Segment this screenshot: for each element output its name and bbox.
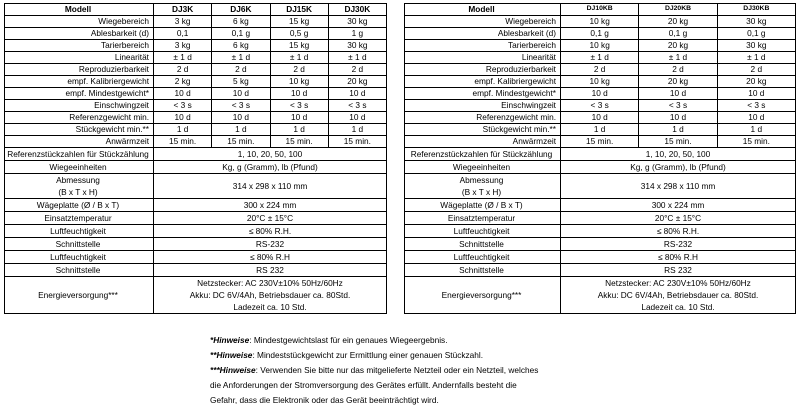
- footnote-line: [210, 348, 795, 363]
- row-label: Reproduzierbarkeit: [5, 64, 154, 76]
- row-value: ± 1 d: [328, 52, 386, 64]
- row-value: 20 kg: [639, 76, 717, 88]
- table-row: [405, 112, 796, 124]
- row-label: Wägeplatte (Ø / B x T): [405, 199, 561, 212]
- header-label: Modell: [5, 4, 154, 16]
- table-row: [5, 88, 387, 100]
- footnote-text: : Mindestgewichtslast für ein genaues Wiegeergebnis.: [249, 335, 448, 345]
- row-value: 2 d: [212, 64, 270, 76]
- row-value: < 3 s: [212, 100, 270, 112]
- row-label: Referenzstückzahlen für Stückzählung: [405, 148, 561, 161]
- row-value-common: Netzstecker: AC 230V±10% 50Hz/60Hz Akku: DC 6V/4Ah, Betriebsdauer ca. 80Std. Ladezeit ca. 10 Std.: [154, 277, 387, 314]
- row-label: Stückgewicht min.**: [405, 124, 561, 136]
- table-row: [405, 40, 796, 52]
- model-header: DJ20KB: [639, 4, 717, 16]
- footnote-text: : Verwenden Sie bitte nur das mitgelieferte Netzteil oder ein Netzteil, welches: [255, 365, 539, 375]
- row-label: Schnittstelle: [5, 238, 154, 251]
- footnotes: [210, 333, 795, 408]
- footnote-line: [210, 363, 795, 378]
- header-row: [405, 4, 796, 16]
- row-label: Anwärmzeit: [5, 136, 154, 148]
- row-value-common: 20°C ± 15°C: [154, 212, 387, 225]
- row-value: 15 min.: [212, 136, 270, 148]
- row-value: 10 d: [328, 88, 386, 100]
- row-value: 3 kg: [154, 16, 212, 28]
- row-label: Referenzstückzahlen für Stückzählung: [5, 148, 154, 161]
- row-value: 10 d: [212, 88, 270, 100]
- table-row: [405, 52, 796, 64]
- row-label: Referenzgewicht min.: [5, 112, 154, 124]
- table-row: [405, 136, 796, 148]
- row-label: Abmessung (B x T x H): [405, 174, 561, 199]
- row-label: Luftfeuchtigkeit: [405, 251, 561, 264]
- table-row: [405, 100, 796, 112]
- row-value: 30 kg: [717, 16, 795, 28]
- row-label: Schnittstelle: [5, 264, 154, 277]
- row-value: 2 d: [717, 64, 795, 76]
- row-value: 0,1 g: [212, 28, 270, 40]
- row-value: 10 d: [270, 112, 328, 124]
- row-value: ± 1 d: [212, 52, 270, 64]
- row-value-common: ≤ 80% R.H: [154, 251, 387, 264]
- model-header: DJ3K: [154, 4, 212, 16]
- row-value: 2 d: [639, 64, 717, 76]
- row-value-common: RS-232: [561, 238, 796, 251]
- table-row-common: [405, 238, 796, 251]
- row-value: 0,1: [154, 28, 212, 40]
- table-row: [5, 64, 387, 76]
- row-label: Stückgewicht min.**: [5, 124, 154, 136]
- row-label: Einschwingzeit: [5, 100, 154, 112]
- table-row-common: [405, 161, 796, 174]
- row-value: 30 kg: [328, 16, 386, 28]
- row-label: Einsatztemperatur: [405, 212, 561, 225]
- row-value: ± 1 d: [717, 52, 795, 64]
- footnote-line: [210, 393, 795, 408]
- row-value: < 3 s: [561, 100, 639, 112]
- table-row: [5, 136, 387, 148]
- row-value: 10 d: [639, 88, 717, 100]
- table-row: [405, 28, 796, 40]
- row-value-common: 314 x 298 x 110 mm: [561, 174, 796, 199]
- row-value: ± 1 d: [154, 52, 212, 64]
- row-value: < 3 s: [328, 100, 386, 112]
- row-value: 30 kg: [328, 40, 386, 52]
- footnote-marker: ***Hinweise: [210, 365, 256, 375]
- table-row-common: [405, 199, 796, 212]
- model-header: DJ15K: [270, 4, 328, 16]
- footnote-text: Gefahr, dass die Elektronik oder das Gerät beeinträchtigt wird.: [210, 395, 439, 405]
- row-label: Tarierbereich: [5, 40, 154, 52]
- row-value-common: RS-232: [154, 238, 387, 251]
- row-value: 15 min.: [154, 136, 212, 148]
- table-row: [5, 40, 387, 52]
- row-label: Referenzgewicht min.: [405, 112, 561, 124]
- row-value: < 3 s: [270, 100, 328, 112]
- row-value: 1 g: [328, 28, 386, 40]
- footnote-marker: *Hinweise: [210, 335, 250, 345]
- row-value: 10 d: [270, 88, 328, 100]
- table-row-common: [405, 148, 796, 161]
- table-row: [5, 52, 387, 64]
- row-value: < 3 s: [639, 100, 717, 112]
- row-value: 20 kg: [639, 40, 717, 52]
- row-value: 10 d: [717, 88, 795, 100]
- row-value: 2 d: [328, 64, 386, 76]
- row-label: Ablesbarkeit (d): [5, 28, 154, 40]
- footnote-text: die Anforderungen der Stromversorgung des Gerätes erfüllt. Andernfalls besteht die: [210, 380, 517, 390]
- row-value: 15 min.: [639, 136, 717, 148]
- row-value: 2 d: [154, 64, 212, 76]
- row-value-common: Netzstecker: AC 230V±10% 50Hz/60Hz Akku: DC 6V/4Ah, Betriebsdauer ca. 80Std. Ladezeit ca. 10 Std.: [561, 277, 796, 314]
- table-row: [5, 76, 387, 88]
- footnote-line: [210, 333, 795, 348]
- row-value-common: ≤ 80% R.H.: [561, 225, 796, 238]
- row-value: 30 kg: [717, 40, 795, 52]
- model-header: DJ30K: [328, 4, 386, 16]
- row-value: 0,5 g: [270, 28, 328, 40]
- row-value: 2 d: [270, 64, 328, 76]
- row-value: 1 d: [639, 124, 717, 136]
- table-row: [5, 16, 387, 28]
- row-value-common: 300 x 224 mm: [154, 199, 387, 212]
- row-value-common: RS 232: [154, 264, 387, 277]
- row-label: Linearität: [5, 52, 154, 64]
- table-row-common: [5, 264, 387, 277]
- row-value: 0,1 g: [561, 28, 639, 40]
- spec-table-dj-k: [4, 3, 387, 314]
- row-value: 1 d: [328, 124, 386, 136]
- header-row: [5, 4, 387, 16]
- row-label: Luftfeuchtigkeit: [405, 225, 561, 238]
- row-value: 1 d: [270, 124, 328, 136]
- table-row-common: [405, 251, 796, 264]
- model-header: DJ30KB: [717, 4, 795, 16]
- row-label: Anwärmzeit: [405, 136, 561, 148]
- row-label: Einschwingzeit: [405, 100, 561, 112]
- row-label: Luftfeuchtigkeit: [5, 251, 154, 264]
- table-row-common: [405, 212, 796, 225]
- row-value: 10 kg: [270, 76, 328, 88]
- row-value: 2 d: [561, 64, 639, 76]
- row-value: 10 d: [328, 112, 386, 124]
- footnote-marker: **Hinweise: [210, 350, 253, 360]
- row-value: 10 kg: [561, 76, 639, 88]
- table-row-common: [5, 225, 387, 238]
- row-value: 15 min.: [328, 136, 386, 148]
- row-label: Schnittstelle: [405, 264, 561, 277]
- row-label: empf. Kalibriergewicht: [5, 76, 154, 88]
- row-value: 6 kg: [212, 40, 270, 52]
- row-value: 1 d: [154, 124, 212, 136]
- row-value-common: 20°C ± 15°C: [561, 212, 796, 225]
- row-value-common: ≤ 80% R.H: [561, 251, 796, 264]
- row-label: Schnittstelle: [405, 238, 561, 251]
- table-row-common: [5, 238, 387, 251]
- row-label: empf. Mindestgewicht*: [405, 88, 561, 100]
- table-row-common: [5, 148, 387, 161]
- row-value: ± 1 d: [561, 52, 639, 64]
- row-label: Wiegeeinheiten: [5, 161, 154, 174]
- row-value-common: 1, 10, 20, 50, 100: [561, 148, 796, 161]
- row-label: Abmessung (B x T x H): [5, 174, 154, 199]
- row-label: Wiegebereich: [405, 16, 561, 28]
- row-value: 5 kg: [212, 76, 270, 88]
- row-value-common: ≤ 80% R.H.: [154, 225, 387, 238]
- row-value: 3 kg: [154, 40, 212, 52]
- table-row-common: [5, 199, 387, 212]
- row-value: 20 kg: [328, 76, 386, 88]
- table-row: [405, 124, 796, 136]
- footnote-line: [210, 378, 795, 393]
- table-row-common: [5, 161, 387, 174]
- table-row: [405, 76, 796, 88]
- row-label: Einsatztemperatur: [5, 212, 154, 225]
- row-label: empf. Kalibriergewicht: [405, 76, 561, 88]
- table-row-common: [5, 251, 387, 264]
- row-value: 10 d: [154, 88, 212, 100]
- row-value: 15 kg: [270, 16, 328, 28]
- row-value: 10 d: [717, 112, 795, 124]
- row-value-common: Kg, g (Gramm), lb (Pfund): [561, 161, 796, 174]
- row-label: Luftfeuchtigkeit: [5, 225, 154, 238]
- row-label: Reproduzierbarkeit: [405, 64, 561, 76]
- model-header: DJ10KB: [561, 4, 639, 16]
- row-value-common: Kg, g (Gramm), lb (Pfund): [154, 161, 387, 174]
- row-value: 15 min.: [717, 136, 795, 148]
- row-value: 10 kg: [561, 16, 639, 28]
- table-row: [405, 88, 796, 100]
- row-value: 10 d: [561, 112, 639, 124]
- table-row: [5, 28, 387, 40]
- table-row-common: [5, 174, 387, 199]
- row-label: Wiegeeinheiten: [405, 161, 561, 174]
- table-row-common: [405, 277, 796, 314]
- row-value: 10 d: [212, 112, 270, 124]
- row-value: 2 kg: [154, 76, 212, 88]
- table-row-common: [5, 212, 387, 225]
- row-label: Linearität: [405, 52, 561, 64]
- row-label: empf. Mindestgewicht*: [5, 88, 154, 100]
- table-row: [405, 16, 796, 28]
- row-value: ± 1 d: [270, 52, 328, 64]
- row-value: 1 d: [561, 124, 639, 136]
- row-label: Tarierbereich: [405, 40, 561, 52]
- row-value: 20 kg: [639, 16, 717, 28]
- table-row-common: [405, 225, 796, 238]
- row-label: Wägeplatte (Ø / B x T): [5, 199, 154, 212]
- row-value: < 3 s: [717, 100, 795, 112]
- table-row-common: [405, 174, 796, 199]
- table-row-common: [5, 277, 387, 314]
- table-row: [5, 124, 387, 136]
- table-row: [5, 100, 387, 112]
- row-value: 10 d: [154, 112, 212, 124]
- table-row: [405, 64, 796, 76]
- row-label: Energieversorgung***: [5, 277, 154, 314]
- row-value: 0,1 g: [639, 28, 717, 40]
- spec-table-dj-kb: [404, 3, 796, 314]
- row-value-common: 1, 10, 20, 50, 100: [154, 148, 387, 161]
- header-label: Modell: [405, 4, 561, 16]
- row-value: ± 1 d: [639, 52, 717, 64]
- row-value-common: 300 x 224 mm: [561, 199, 796, 212]
- row-value: 0,1 g: [717, 28, 795, 40]
- table-row: [5, 112, 387, 124]
- model-header: DJ6K: [212, 4, 270, 16]
- row-value: 20 kg: [717, 76, 795, 88]
- row-value: 1 d: [717, 124, 795, 136]
- row-value: 15 min.: [270, 136, 328, 148]
- row-value: 10 kg: [561, 40, 639, 52]
- table-row-common: [405, 264, 796, 277]
- row-value-common: RS 232: [561, 264, 796, 277]
- row-label: Energieversorgung***: [405, 277, 561, 314]
- footnote-text: : Mindeststückgewicht zur Ermittlung einer genauen Stückzahl.: [252, 350, 484, 360]
- row-value: 1 d: [212, 124, 270, 136]
- row-label: Wiegebereich: [5, 16, 154, 28]
- row-value: < 3 s: [154, 100, 212, 112]
- row-value: 10 d: [561, 88, 639, 100]
- row-value: 6 kg: [212, 16, 270, 28]
- row-value: 10 d: [639, 112, 717, 124]
- row-value: 15 min.: [561, 136, 639, 148]
- row-value-common: 314 x 298 x 110 mm: [154, 174, 387, 199]
- row-label: Ablesbarkeit (d): [405, 28, 561, 40]
- row-value: 15 kg: [270, 40, 328, 52]
